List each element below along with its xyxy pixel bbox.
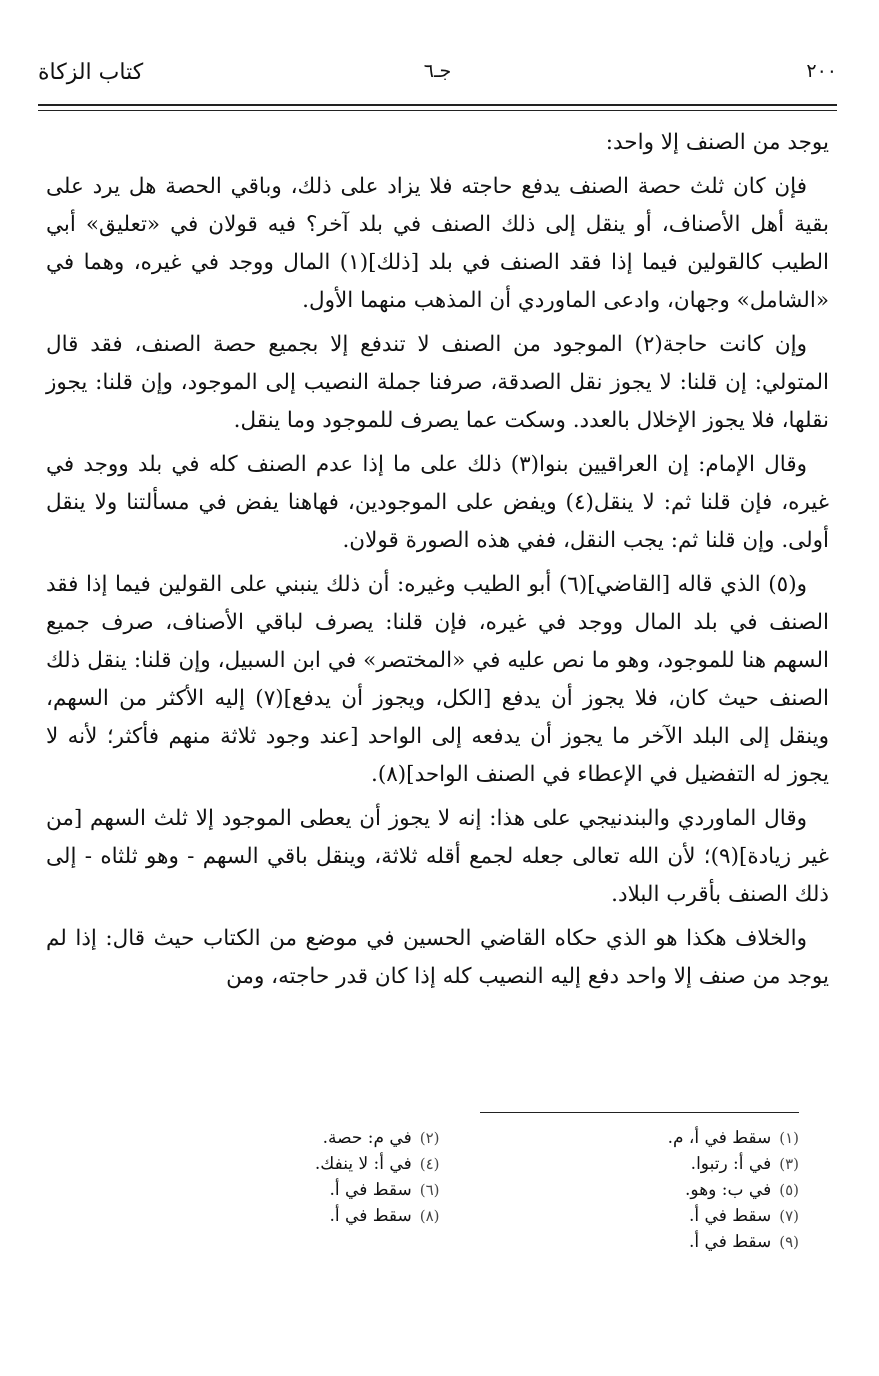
paragraph: وقال الإمام: إن العراقيين بنوا(٣) ذلك على ما إذا عدم الصنف كله في بلد ووجد في غيره، فإن قلنا ثم: لا ينقل(٤) ويفض على الموجودين، فهاهنا يفض في مسألتنا ولا ينقل أولى. وإن قلنا ثم: يجب النقل، ففي هذه الصورة قولان. [46,452,829,553]
paragraph: وقال الماوردي والبندنيجي على هذا: إنه لا يجوز أن يعطى الموجود إلا ثلث السهم [من غير زيادة](٩)؛ لأن الله تعالى جعله لجمع أقله ثلاثة، وينقل باقي السهم - وهو ثلثاه - إلى ذلك الصنف بأقرب البلاد. [46,806,829,907]
footnote-separator [480,1112,799,1113]
footnote [480,1126,800,1150]
footnote [120,1178,440,1202]
paragraph: فإن كان ثلث حصة الصنف يدفع حاجته فلا يزاد على ذلك، وباقي الحصة هل يرد على بقية أهل الأصناف، أو ينقل إلى ذلك الصنف في بلد آخر؟ فيه قولان في «تعليق» أبي الطيب كالقولين فيما إذا فقد الصنف في بلد [ذلك](١) المال ووجد في غيره، وهما في «الشامل» وجهان، وادعى الماوردي أن المذهب منهما الأول. [46,174,829,313]
footnote-number: (٤) [419,1155,440,1173]
footnote [120,1152,440,1176]
footnote-text: سقط في أ. [689,1232,772,1252]
page-number: ٢٠٠ [806,60,837,82]
footnote [480,1204,800,1228]
footnote-text: في م: حصة. [322,1128,412,1148]
header-rule-thick [38,104,837,106]
footnote-text: سقط في أ، م. [667,1128,772,1148]
footnote-number: (٧) [779,1207,799,1225]
page-header [38,58,837,98]
paragraph: يوجد من الصنف إلا واحد: [605,130,829,155]
footnote [120,1204,440,1228]
footnote-text: في أ: لا ينفك. [314,1154,412,1174]
footnote-number: (٢) [419,1129,440,1147]
footnotes [120,1126,799,1254]
book-title: كتاب الزكاة [38,60,144,85]
header-rule-thin [38,110,837,111]
paragraph: و(٥) الذي قاله [القاضي](٦) أبو الطيب وغيره: أن ذلك ينبني على القولين فيما إذا فقد الصنف في بلد المال ووجد في غيره، فإن قلنا: يصرف لباقي الأصناف، صرف جميع السهم هنا للموجود، وهو ما نص عليه في «المختصر» في ابن السبيل، وإن قلنا: ينقل ذلك الصنف حيث كان، فلا يجوز أن يدفع [الكل، ويجوز أن يدفع](٧) إليه الأكثر من السهم، وينقل إلى البلد الآخر ما يجوز أن يدفعه إلى الواحد [عند وجود ثلاثة منهم فأكثر؛ لأنه لا يجوز له التفضيل في الإعطاء في الصنف الواحد](٨). [46,572,829,787]
footnote-text: سقط في أ. [329,1180,412,1200]
footnote-text: سقط في أ. [329,1206,412,1226]
footnote-number: (٩) [779,1233,799,1251]
footnote-number: (٥) [779,1181,799,1199]
footnote [480,1178,800,1202]
footnote-text: في ب: وهو. [685,1180,772,1200]
main-text [46,124,829,1002]
volume-label: جـ٦ [423,60,452,82]
footnote [120,1126,440,1150]
paragraph: وإن كانت حاجة(٢) الموجود من الصنف لا تندفع إلا بجميع حصة الصنف، فقد قال المتولي: إن قلنا: لا يجوز نقل الصدقة، صرفنا جملة النصيب إلى الموجود، وإن قلنا: يجوز نقلها، فلا يجوز الإخلال بالعدد. وسكت عما يصرف للموجود وما ينقل. [46,332,829,433]
footnote [480,1230,800,1254]
footnote [480,1152,800,1176]
footnote-text: سقط في أ. [689,1206,772,1226]
footnote-number: (٨) [419,1207,440,1225]
paragraph: والخلاف هكذا هو الذي حكاه القاضي الحسين في موضع من الكتاب حيث قال: إذا لم يوجد من صنف إلا واحد دفع إليه النصيب كله إذا كان قدر حاجته، ومن [46,926,829,989]
footnote-number: (٦) [419,1181,440,1199]
footnote-number: (١) [779,1129,799,1147]
footnote-text: في أ: رتبوا. [690,1154,772,1174]
footnote-number: (٣) [779,1155,799,1173]
